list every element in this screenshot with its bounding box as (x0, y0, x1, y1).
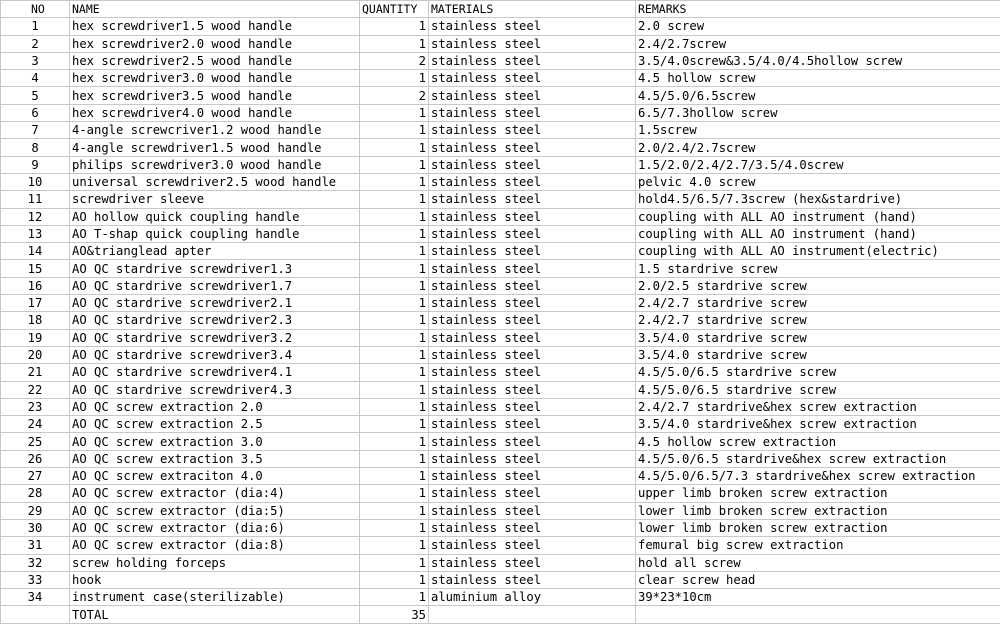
row-no: 16 (1, 277, 70, 294)
row-no: 11 (1, 191, 70, 208)
row-material: stainless steel (429, 519, 636, 536)
row-remarks: pelvic 4.0 screw (636, 173, 1000, 190)
row-material: stainless steel (429, 554, 636, 571)
row-material: stainless steel (429, 225, 636, 242)
total-quantity: 35 (360, 606, 429, 623)
table-row (1, 433, 1000, 450)
total-remarks-cell (636, 606, 1000, 623)
row-name: philips screwdriver3.0 wood handle (70, 156, 360, 173)
row-name: AO QC stardrive screwdriver3.2 (70, 329, 360, 346)
row-material: stainless steel (429, 364, 636, 381)
row-material: stainless steel (429, 260, 636, 277)
row-name: instrument case(sterilizable) (70, 589, 360, 606)
row-quantity: 1 (360, 208, 429, 225)
row-material: stainless steel (429, 485, 636, 502)
table-row (1, 70, 1000, 87)
row-name: AO QC stardrive screwdriver2.3 (70, 312, 360, 329)
row-name: screw holding forceps (70, 554, 360, 571)
header-name: NAME (70, 1, 360, 18)
row-no: 18 (1, 312, 70, 329)
row-material: stainless steel (429, 208, 636, 225)
row-no: 8 (1, 139, 70, 156)
row-name: AO hollow quick coupling handle (70, 208, 360, 225)
row-remarks: upper limb broken screw extraction (636, 485, 1000, 502)
row-remarks: hold4.5/6.5/7.3screw (hex&stardrive) (636, 191, 1000, 208)
table-row (1, 312, 1000, 329)
row-material: aluminium alloy (429, 589, 636, 606)
table-row (1, 260, 1000, 277)
table-row (1, 208, 1000, 225)
row-name: AO QC stardrive screwdriver4.3 (70, 381, 360, 398)
row-no: 5 (1, 87, 70, 104)
table-row (1, 485, 1000, 502)
row-material: stainless steel (429, 346, 636, 363)
row-no: 14 (1, 243, 70, 260)
row-no: 21 (1, 364, 70, 381)
row-material: stainless steel (429, 450, 636, 467)
row-name: AO QC screw extractor (dia:5) (70, 502, 360, 519)
row-quantity: 1 (360, 329, 429, 346)
row-name: AO QC screw extraction 3.0 (70, 433, 360, 450)
row-no: 30 (1, 519, 70, 536)
row-material: stainless steel (429, 312, 636, 329)
row-material: stainless steel (429, 537, 636, 554)
row-name: hex screwdriver2.0 wood handle (70, 35, 360, 52)
row-remarks: 1.5screw (636, 122, 1000, 139)
row-no: 32 (1, 554, 70, 571)
table-row (1, 104, 1000, 121)
row-material: stainless steel (429, 52, 636, 69)
row-material: stainless steel (429, 18, 636, 35)
row-quantity: 1 (360, 104, 429, 121)
table-row (1, 519, 1000, 536)
row-remarks: 2.4/2.7screw (636, 35, 1000, 52)
row-remarks: 4.5 hollow screw (636, 70, 1000, 87)
row-remarks: coupling with ALL AO instrument (hand) (636, 225, 1000, 242)
row-material: stainless steel (429, 381, 636, 398)
row-quantity: 1 (360, 35, 429, 52)
row-no: 15 (1, 260, 70, 277)
row-quantity: 1 (360, 468, 429, 485)
table-row (1, 381, 1000, 398)
row-name: hex screwdriver3.5 wood handle (70, 87, 360, 104)
row-material: stainless steel (429, 416, 636, 433)
row-no: 3 (1, 52, 70, 69)
row-remarks: 4.5/5.0/6.5/7.3 stardrive&hex screw extraction (636, 468, 1000, 485)
table-row (1, 87, 1000, 104)
row-no: 12 (1, 208, 70, 225)
row-quantity: 2 (360, 87, 429, 104)
header-no: NO (1, 1, 70, 18)
row-quantity: 1 (360, 295, 429, 312)
row-material: stainless steel (429, 243, 636, 260)
row-remarks: femural big screw extraction (636, 537, 1000, 554)
row-remarks: 3.5/4.0 stardrive screw (636, 346, 1000, 363)
row-material: stainless steel (429, 502, 636, 519)
row-remarks: 1.5/2.0/2.4/2.7/3.5/4.0screw (636, 156, 1000, 173)
table-row (1, 52, 1000, 69)
row-no: 20 (1, 346, 70, 363)
row-remarks: coupling with ALL AO instrument (hand) (636, 208, 1000, 225)
row-quantity: 1 (360, 364, 429, 381)
row-remarks: 2.4/2.7 stardrive screw (636, 312, 1000, 329)
row-no: 7 (1, 122, 70, 139)
row-no: 1 (1, 18, 70, 35)
row-material: stainless steel (429, 433, 636, 450)
row-quantity: 1 (360, 346, 429, 363)
row-material: stainless steel (429, 122, 636, 139)
row-quantity: 1 (360, 18, 429, 35)
table-row (1, 139, 1000, 156)
table-row (1, 18, 1000, 35)
row-remarks: clear screw head (636, 571, 1000, 588)
row-name: AO QC stardrive screwdriver1.3 (70, 260, 360, 277)
row-quantity: 2 (360, 52, 429, 69)
row-no: 23 (1, 398, 70, 415)
row-no: 10 (1, 173, 70, 190)
row-remarks: 2.4/2.7 stardrive screw (636, 295, 1000, 312)
row-remarks: 4.5/5.0/6.5 stardrive screw (636, 364, 1000, 381)
row-quantity: 1 (360, 243, 429, 260)
row-remarks: 4.5/5.0/6.5screw (636, 87, 1000, 104)
row-material: stainless steel (429, 191, 636, 208)
row-quantity: 1 (360, 554, 429, 571)
row-no: 4 (1, 70, 70, 87)
row-quantity: 1 (360, 122, 429, 139)
total-label: TOTAL (70, 606, 360, 623)
row-name: AO QC stardrive screwdriver1.7 (70, 277, 360, 294)
row-no: 19 (1, 329, 70, 346)
row-quantity: 1 (360, 191, 429, 208)
table-row (1, 122, 1000, 139)
row-remarks: 2.0/2.5 stardrive screw (636, 277, 1000, 294)
row-no: 6 (1, 104, 70, 121)
row-no: 17 (1, 295, 70, 312)
row-quantity: 1 (360, 277, 429, 294)
row-no: 31 (1, 537, 70, 554)
row-quantity: 1 (360, 173, 429, 190)
row-name: AO QC screw extractor (dia:8) (70, 537, 360, 554)
row-quantity: 1 (360, 225, 429, 242)
row-quantity: 1 (360, 156, 429, 173)
row-no: 33 (1, 571, 70, 588)
row-name: hex screwdriver3.0 wood handle (70, 70, 360, 87)
row-material: stainless steel (429, 277, 636, 294)
row-remarks: 2.0/2.4/2.7screw (636, 139, 1000, 156)
row-material: stainless steel (429, 87, 636, 104)
table-row (1, 416, 1000, 433)
row-name: AO QC screw extractor (dia:6) (70, 519, 360, 536)
row-no: 24 (1, 416, 70, 433)
row-material: stainless steel (429, 295, 636, 312)
row-remarks: 6.5/7.3hollow screw (636, 104, 1000, 121)
row-quantity: 1 (360, 433, 429, 450)
row-remarks: 2.4/2.7 stardrive&hex screw extraction (636, 398, 1000, 415)
row-remarks: hold all screw (636, 554, 1000, 571)
row-name: AO QC screw extraction 2.5 (70, 416, 360, 433)
row-quantity: 1 (360, 70, 429, 87)
row-name: hex screwdriver1.5 wood handle (70, 18, 360, 35)
table-body (1, 1, 1000, 624)
row-remarks: 3.5/4.0screw&3.5/4.0/4.5hollow screw (636, 52, 1000, 69)
total-row (1, 606, 1000, 623)
table-row (1, 589, 1000, 606)
table-row (1, 173, 1000, 190)
table-row (1, 295, 1000, 312)
row-name: AO QC stardrive screwdriver3.4 (70, 346, 360, 363)
row-quantity: 1 (360, 312, 429, 329)
table-row (1, 346, 1000, 363)
row-no: 9 (1, 156, 70, 173)
row-name: 4-angle screwdriver1.5 wood handle (70, 139, 360, 156)
table-row (1, 191, 1000, 208)
row-remarks: 4.5/5.0/6.5 stardrive&hex screw extraction (636, 450, 1000, 467)
row-name: AO QC screw extraction 2.0 (70, 398, 360, 415)
row-material: stainless steel (429, 139, 636, 156)
row-remarks: 4.5 hollow screw extraction (636, 433, 1000, 450)
row-material: stainless steel (429, 468, 636, 485)
row-name: AO QC screw extractor (dia:4) (70, 485, 360, 502)
row-no: 27 (1, 468, 70, 485)
row-no: 26 (1, 450, 70, 467)
row-quantity: 1 (360, 537, 429, 554)
row-no: 22 (1, 381, 70, 398)
row-name: AO QC screw extraction 3.5 (70, 450, 360, 467)
row-quantity: 1 (360, 260, 429, 277)
row-quantity: 1 (360, 416, 429, 433)
row-remarks: 39*23*10cm (636, 589, 1000, 606)
row-remarks: 4.5/5.0/6.5 stardrive screw (636, 381, 1000, 398)
row-name: AO QC stardrive screwdriver4.1 (70, 364, 360, 381)
header-materials: MATERIALS (429, 1, 636, 18)
row-material: stainless steel (429, 398, 636, 415)
row-no: 2 (1, 35, 70, 52)
total-material-cell (429, 606, 636, 623)
header-remarks: REMARKS (636, 1, 1000, 18)
row-no: 29 (1, 502, 70, 519)
table-row (1, 554, 1000, 571)
table-row (1, 502, 1000, 519)
row-remarks: coupling with ALL AO instrument(electric) (636, 243, 1000, 260)
row-quantity: 1 (360, 398, 429, 415)
table-row (1, 450, 1000, 467)
table-row (1, 277, 1000, 294)
table-row (1, 398, 1000, 415)
row-quantity: 1 (360, 139, 429, 156)
row-quantity: 1 (360, 450, 429, 467)
header-row (1, 1, 1000, 18)
row-no: 25 (1, 433, 70, 450)
row-name: 4-angle screwcriver1.2 wood handle (70, 122, 360, 139)
row-quantity: 1 (360, 502, 429, 519)
row-material: stainless steel (429, 173, 636, 190)
table-row (1, 537, 1000, 554)
row-material: stainless steel (429, 104, 636, 121)
row-remarks: 3.5/4.0 stardrive screw (636, 329, 1000, 346)
row-name: screwdriver sleeve (70, 191, 360, 208)
row-material: stainless steel (429, 329, 636, 346)
table-row (1, 35, 1000, 52)
row-remarks: lower limb broken screw extraction (636, 519, 1000, 536)
row-material: stainless steel (429, 156, 636, 173)
row-name: AO QC stardrive screwdriver2.1 (70, 295, 360, 312)
row-no: 28 (1, 485, 70, 502)
table-row (1, 468, 1000, 485)
row-material: stainless steel (429, 70, 636, 87)
row-quantity: 1 (360, 519, 429, 536)
table-row (1, 571, 1000, 588)
table-row (1, 156, 1000, 173)
table-row (1, 364, 1000, 381)
row-remarks: 3.5/4.0 stardrive&hex screw extraction (636, 416, 1000, 433)
row-quantity: 1 (360, 381, 429, 398)
row-name: universal screwdriver2.5 wood handle (70, 173, 360, 190)
row-material: stainless steel (429, 571, 636, 588)
row-quantity: 1 (360, 589, 429, 606)
row-remarks: lower limb broken screw extraction (636, 502, 1000, 519)
table-row (1, 225, 1000, 242)
row-name: hex screwdriver4.0 wood handle (70, 104, 360, 121)
header-quantity: QUANTITY (360, 1, 429, 18)
row-quantity: 1 (360, 571, 429, 588)
total-no-cell (1, 606, 70, 623)
row-no: 13 (1, 225, 70, 242)
row-name: hex screwdriver2.5 wood handle (70, 52, 360, 69)
table-row (1, 329, 1000, 346)
row-no: 34 (1, 589, 70, 606)
row-quantity: 1 (360, 485, 429, 502)
row-name: AO&trianglead apter (70, 243, 360, 260)
row-material: stainless steel (429, 35, 636, 52)
table-row (1, 243, 1000, 260)
row-name: AO QC screw extraciton 4.0 (70, 468, 360, 485)
row-name: hook (70, 571, 360, 588)
row-name: AO T-shap quick coupling handle (70, 225, 360, 242)
row-remarks: 1.5 stardrive screw (636, 260, 1000, 277)
row-remarks: 2.0 screw (636, 18, 1000, 35)
